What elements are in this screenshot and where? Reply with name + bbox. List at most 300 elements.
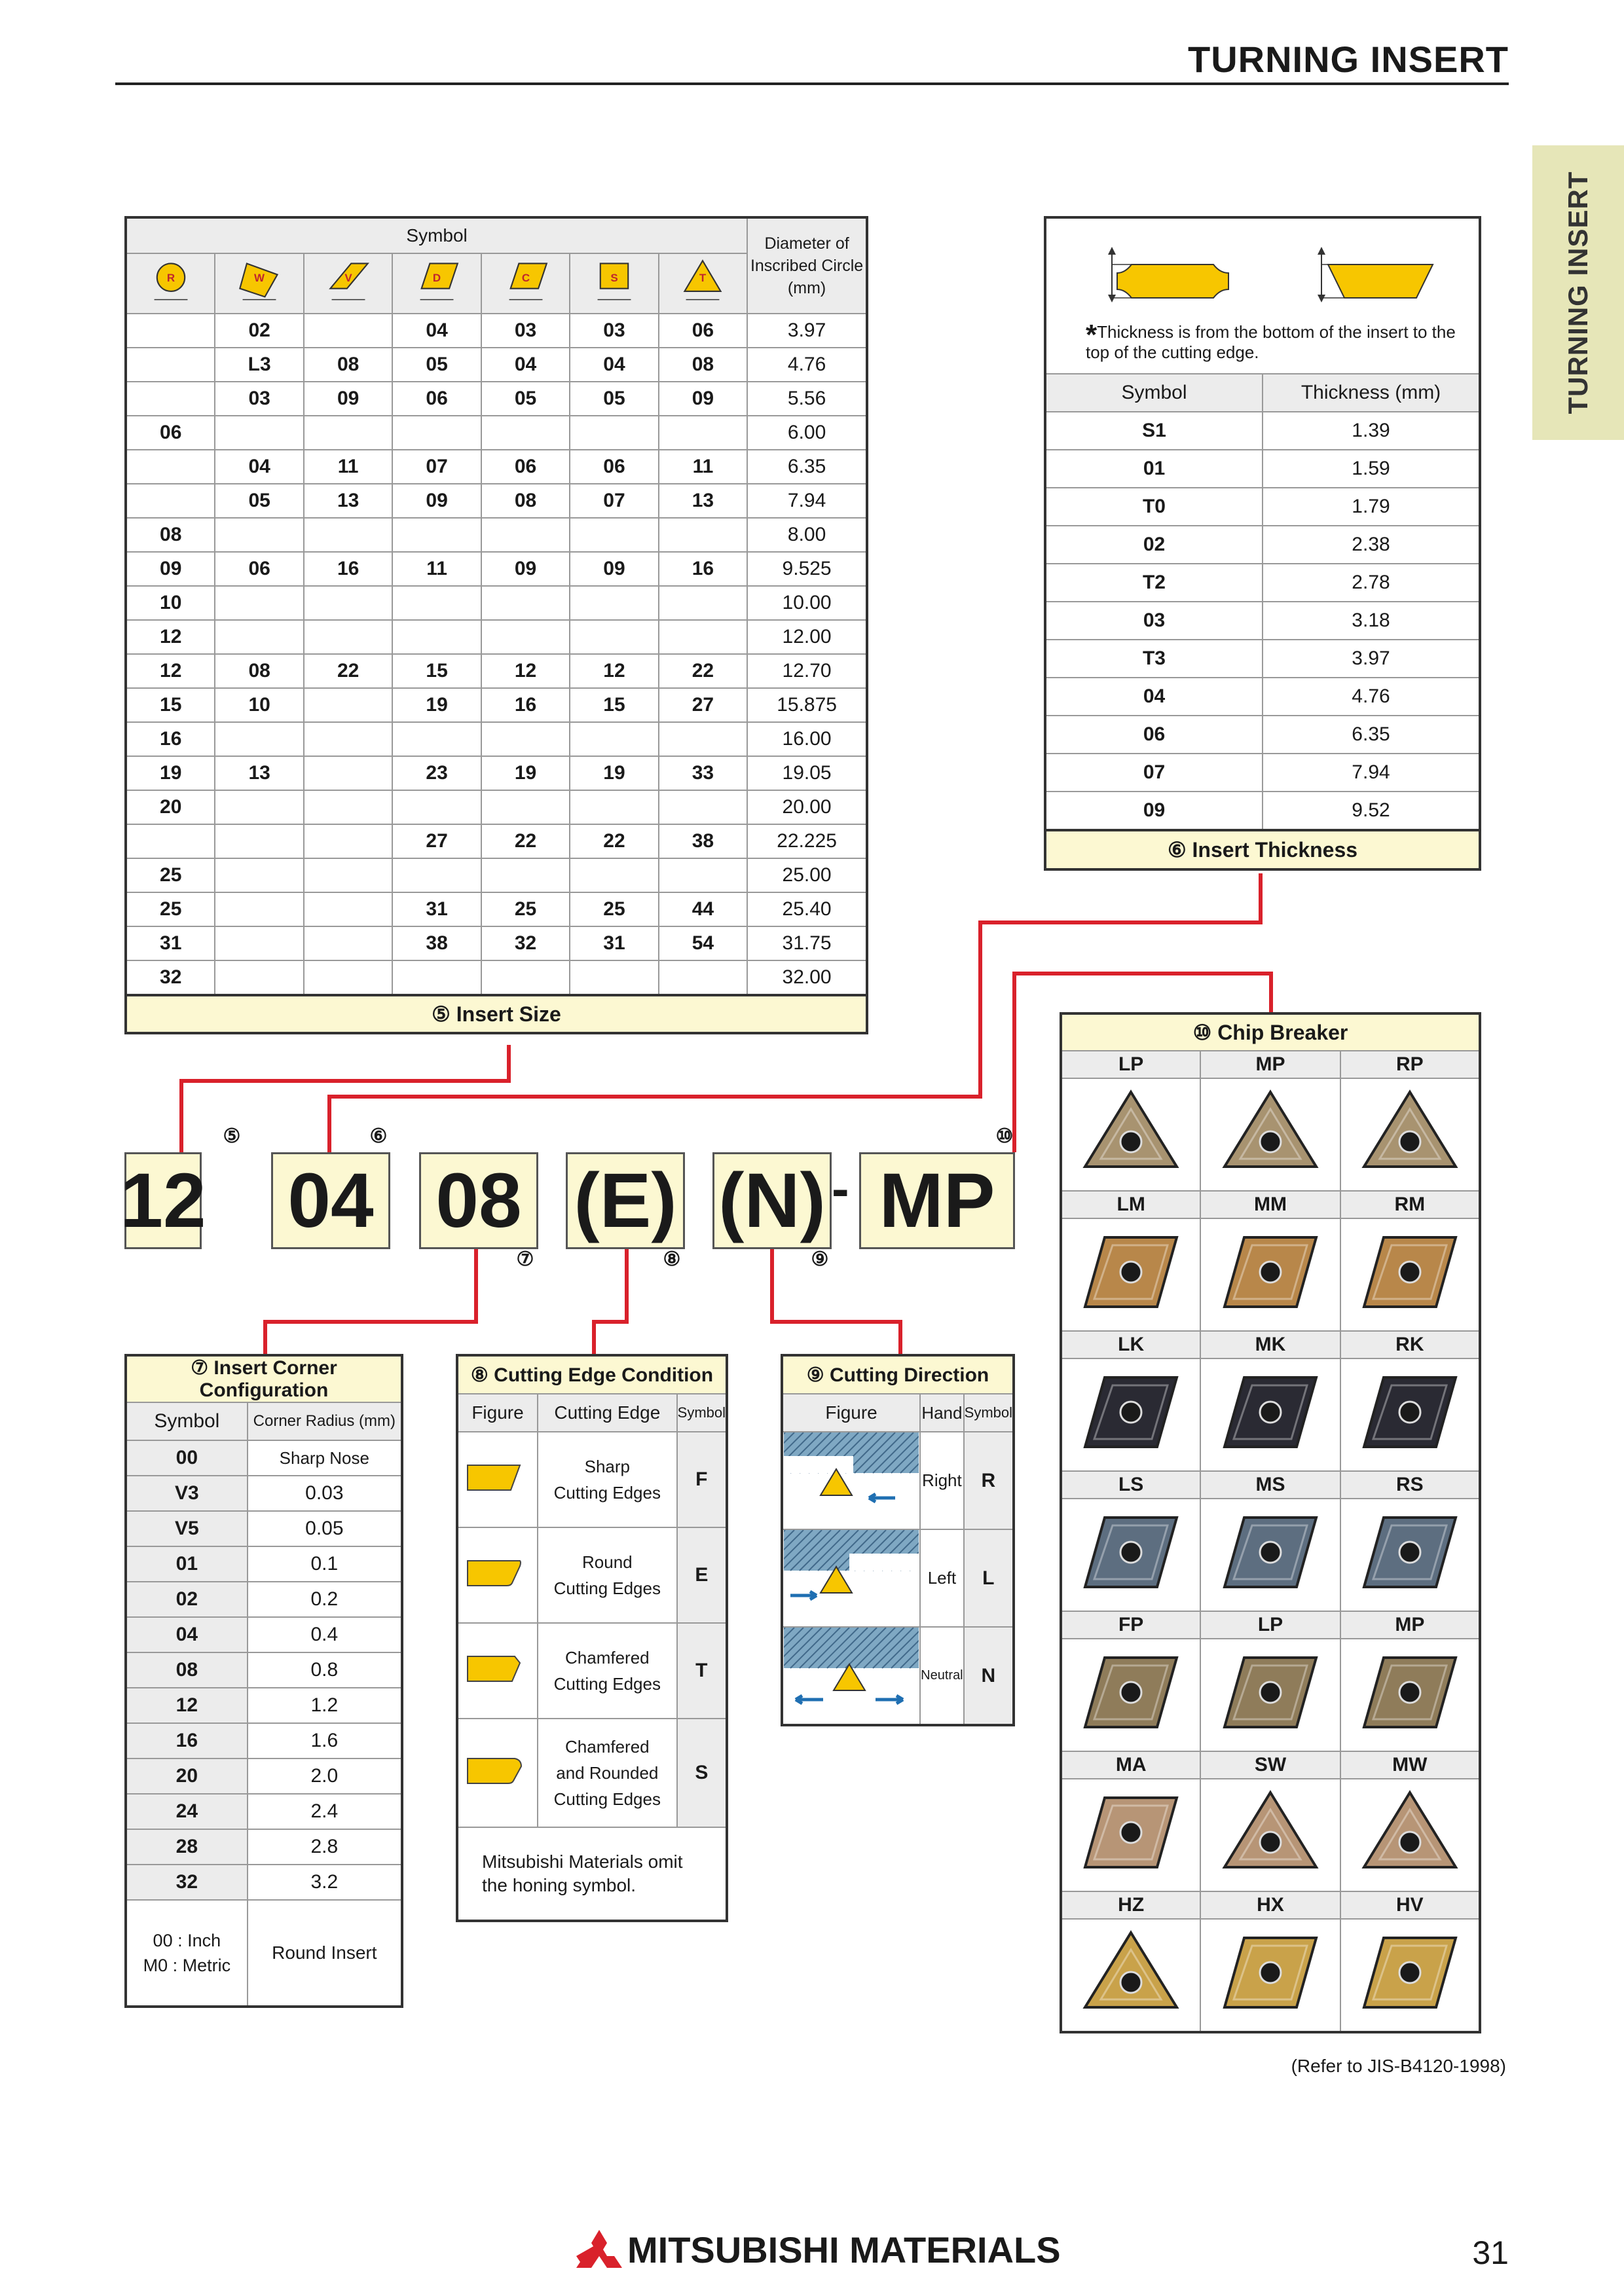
insert-photo-icon <box>1357 1783 1462 1882</box>
corner-col-radius: Corner Radius (mm) <box>248 1402 402 1440</box>
table-row <box>126 892 867 926</box>
edge-figure-cell <box>457 1719 538 1827</box>
connector <box>625 1247 629 1324</box>
size-code-cell: 32 <box>481 926 570 960</box>
size-code-cell: 09 <box>392 484 481 518</box>
table-row <box>1045 678 1480 716</box>
thickness-value: 4.76 <box>1263 678 1480 716</box>
table-row <box>457 1527 727 1623</box>
corner-radius: 2.8 <box>248 1829 402 1865</box>
size-code-cell <box>392 518 481 552</box>
connector <box>592 1320 629 1324</box>
corner-symbol: 12 <box>126 1688 248 1723</box>
direction-title: ⑨ Cutting Direction <box>782 1355 1014 1394</box>
connector <box>1259 873 1263 924</box>
connector <box>978 920 982 1099</box>
size-code-cell <box>304 824 392 858</box>
shape-w-icon <box>233 258 286 304</box>
table-row <box>126 1652 402 1688</box>
connector <box>263 1320 267 1354</box>
table-row <box>126 382 867 416</box>
diameter-cell: 4.76 <box>747 348 867 382</box>
chip-breaker-label: RK <box>1340 1331 1480 1358</box>
cutting-edge-table <box>456 1354 728 1922</box>
diameter-cell: 6.00 <box>747 416 867 450</box>
chip-breaker-image-cell <box>1061 1078 1200 1191</box>
chip-breaker-label: MK <box>1200 1331 1340 1358</box>
size-code-cell <box>570 620 658 654</box>
size-code-cell: 08 <box>481 484 570 518</box>
size-code-cell: 31 <box>126 926 215 960</box>
thickness-value: 1.79 <box>1263 488 1480 526</box>
size-code-cell <box>659 620 747 654</box>
table-row <box>126 858 867 892</box>
corner-symbol: 02 <box>126 1582 248 1617</box>
shape-c-icon <box>500 258 552 304</box>
table-row <box>457 1432 727 1527</box>
insert-photo-icon <box>1218 1363 1323 1461</box>
size-code-cell <box>304 756 392 790</box>
thickness-value: 2.38 <box>1263 526 1480 564</box>
diameter-cell: 31.75 <box>747 926 867 960</box>
thickness-diagram <box>1053 224 1472 322</box>
insert-photo-icon <box>1357 1363 1462 1461</box>
corner-symbol: 16 <box>126 1723 248 1758</box>
thickness-value: 9.52 <box>1263 792 1480 830</box>
size-code-cell <box>481 586 570 620</box>
size-code-cell: 33 <box>659 756 747 790</box>
size-code-cell <box>126 450 215 484</box>
size-code-cell <box>215 518 303 552</box>
size-code-cell: 05 <box>392 348 481 382</box>
table-row <box>782 1432 1014 1529</box>
insert-photo-icon <box>1218 1783 1323 1882</box>
chip-image-row <box>1061 1919 1480 2032</box>
size-code-cell: 06 <box>659 314 747 348</box>
size-code-cell: 09 <box>304 382 392 416</box>
chip-breaker-image-cell <box>1061 1639 1200 1751</box>
insert-photo-icon <box>1357 1083 1462 1181</box>
marker-7: ⑦ <box>516 1248 534 1270</box>
direction-hand: Left <box>920 1529 963 1627</box>
size-code-cell: 27 <box>659 688 747 722</box>
size-code-cell <box>304 688 392 722</box>
size-code-cell: 15 <box>392 654 481 688</box>
dir-col-hand: Hand <box>920 1394 963 1432</box>
size-code-cell <box>215 416 303 450</box>
size-code-cell: 13 <box>659 484 747 518</box>
size-code-cell: 31 <box>392 892 481 926</box>
chip-breaker-label: MW <box>1340 1751 1480 1779</box>
table-row <box>126 484 867 518</box>
size-code-cell: 16 <box>481 688 570 722</box>
size-code-cell <box>126 824 215 858</box>
table-row <box>1045 412 1480 450</box>
size-code-cell: 19 <box>126 756 215 790</box>
size-code-cell <box>481 518 570 552</box>
corner-radius: 0.2 <box>248 1582 402 1617</box>
thickness-value: 6.35 <box>1263 716 1480 754</box>
diameter-cell: 12.70 <box>747 654 867 688</box>
insert-photo-icon <box>1218 1503 1323 1601</box>
size-code-cell: 07 <box>570 484 658 518</box>
marker-8: ⑧ <box>663 1248 681 1270</box>
size-code-cell <box>392 722 481 756</box>
table-row <box>126 348 867 382</box>
table-row <box>126 1758 402 1794</box>
corner-radius: 0.1 <box>248 1546 402 1582</box>
chip-breaker-label: SW <box>1200 1751 1340 1779</box>
size-code-cell: 06 <box>481 450 570 484</box>
thickness-value: 3.97 <box>1263 640 1480 678</box>
cutting-direction-table <box>781 1354 1015 1726</box>
edge-description: Chamfered Cutting Edges <box>538 1623 677 1719</box>
table-row <box>457 1623 727 1719</box>
chip-breaker-label: RS <box>1340 1471 1480 1499</box>
direction-figure-cell <box>782 1529 920 1627</box>
direction-hand: Right <box>920 1432 963 1529</box>
diameter-cell: 3.97 <box>747 314 867 348</box>
table-row <box>1045 564 1480 602</box>
size-code-cell: 07 <box>392 450 481 484</box>
size-code-cell: 09 <box>570 552 658 586</box>
corner-symbol: 32 <box>126 1865 248 1900</box>
chip-breaker-image-cell <box>1061 1358 1200 1471</box>
cutting-edge-icon <box>465 1553 530 1594</box>
shape-letter: D <box>432 272 441 285</box>
table-row <box>126 416 867 450</box>
col-symbol: Symbol <box>1045 374 1263 412</box>
edge-description: Sharp Cutting Edges <box>538 1432 677 1527</box>
shape-s-cell <box>570 253 658 314</box>
thickness-symbol: 01 <box>1045 450 1263 488</box>
size-code-cell <box>392 586 481 620</box>
size-code-cell <box>392 620 481 654</box>
shape-letter: T <box>699 272 707 285</box>
page-title: TURNING INSERT <box>1188 39 1509 80</box>
size-code-cell: 38 <box>659 824 747 858</box>
corner-symbol: 28 <box>126 1829 248 1865</box>
table-row <box>126 1476 402 1511</box>
table-row <box>126 1582 402 1617</box>
side-tab[interactable] <box>1532 145 1624 440</box>
chip-breaker-image-cell <box>1200 1779 1340 1891</box>
corner-col-symbol: Symbol <box>126 1402 248 1440</box>
table-row <box>126 1794 402 1829</box>
table-row <box>126 620 867 654</box>
chip-breaker-image-cell <box>1200 1919 1340 2032</box>
corner-symbol: V3 <box>126 1476 248 1511</box>
diameter-cell: 15.875 <box>747 688 867 722</box>
thickness-symbol: S1 <box>1045 412 1263 450</box>
insert-thickness-footer: ⑥ Insert Thickness <box>1045 830 1480 869</box>
size-code-cell: 08 <box>304 348 392 382</box>
chip-title: ⑩ Chip Breaker <box>1061 1013 1480 1051</box>
size-code-cell <box>570 722 658 756</box>
table-row <box>126 1829 402 1865</box>
size-code-cell: 10 <box>215 688 303 722</box>
size-code-cell: 22 <box>304 654 392 688</box>
diameter-cell: 25.40 <box>747 892 867 926</box>
table-row <box>782 1529 1014 1627</box>
edge-note: Mitsubishi Materials omit the honing symbol. <box>457 1827 727 1921</box>
diameter-cell: 22.225 <box>747 824 867 858</box>
note-asterisk: * <box>1086 319 1098 351</box>
thickness-symbol: 03 <box>1045 602 1263 640</box>
size-code-cell: 11 <box>304 450 392 484</box>
shape-c-cell <box>481 253 570 314</box>
chip-breaker-label: RP <box>1340 1051 1480 1078</box>
edge-description: Round Cutting Edges <box>538 1527 677 1623</box>
size-code-cell: 19 <box>481 756 570 790</box>
edge-figure-cell <box>457 1527 538 1623</box>
size-code-cell: 19 <box>392 688 481 722</box>
chip-breaker-image-cell <box>1340 1218 1480 1331</box>
chip-label-row <box>1061 1471 1480 1499</box>
size-code-cell <box>215 892 303 926</box>
diameter-cell: 25.00 <box>747 858 867 892</box>
shape-r-cell <box>126 253 215 314</box>
table-row <box>126 450 867 484</box>
chip-breaker-image-cell <box>1200 1078 1340 1191</box>
brand-name: MITSUBISHI MATERIALS <box>627 2229 1061 2270</box>
direction-symbol: R <box>964 1432 1014 1529</box>
size-code-cell <box>215 722 303 756</box>
corner-symbol: 20 <box>126 1758 248 1794</box>
corner-radius: 1.6 <box>248 1723 402 1758</box>
side-tab-label: TURNING INSERT <box>1562 171 1593 414</box>
chip-breaker-label: HV <box>1340 1891 1480 1919</box>
size-code-cell <box>392 416 481 450</box>
diameter-cell: 19.05 <box>747 756 867 790</box>
table-row <box>126 1511 402 1546</box>
connector <box>592 1320 596 1354</box>
table-row <box>126 518 867 552</box>
size-code-cell: 25 <box>570 892 658 926</box>
chip-label-row <box>1061 1751 1480 1779</box>
connector <box>898 1320 902 1354</box>
size-code-cell <box>481 416 570 450</box>
size-code-cell <box>215 790 303 824</box>
shape-v-icon <box>322 258 375 304</box>
size-code-cell: 05 <box>481 382 570 416</box>
size-code-cell: 08 <box>126 518 215 552</box>
code-dash: - <box>832 1159 849 1218</box>
corner-radius: 0.03 <box>248 1476 402 1511</box>
diameter-cell: 6.35 <box>747 450 867 484</box>
chip-breaker-label: HX <box>1200 1891 1340 1919</box>
shape-s-icon <box>588 258 640 304</box>
table-row <box>126 1440 402 1476</box>
size-code-cell: 05 <box>570 382 658 416</box>
mitsubishi-logo-icon <box>576 2229 622 2269</box>
cutting-edge-icon <box>465 1751 530 1791</box>
edge-col-edge: Cutting Edge <box>538 1394 677 1432</box>
size-code-cell <box>570 416 658 450</box>
table-row <box>126 1865 402 1900</box>
thickness-symbol: 04 <box>1045 678 1263 716</box>
insert-photo-icon <box>1079 1363 1183 1461</box>
corner-radius: Sharp Nose <box>248 1440 402 1476</box>
chip-breaker-label: RM <box>1340 1191 1480 1218</box>
thickness-figure-cell <box>1045 217 1480 374</box>
corner-radius: 2.0 <box>248 1758 402 1794</box>
corner-radius: 0.4 <box>248 1617 402 1652</box>
thickness-symbol: T2 <box>1045 564 1263 602</box>
table-row <box>1045 602 1480 640</box>
thickness-symbol: 09 <box>1045 792 1263 830</box>
chip-breaker-image-cell <box>1061 1779 1200 1891</box>
chip-breaker-image-cell <box>1200 1499 1340 1611</box>
size-code-cell: 12 <box>570 654 658 688</box>
chip-label-row <box>1061 1051 1480 1078</box>
size-code-cell: 08 <box>215 654 303 688</box>
connector <box>978 920 1263 924</box>
size-code-cell: 13 <box>304 484 392 518</box>
diameter-cell: 20.00 <box>747 790 867 824</box>
chip-breaker-image-cell <box>1200 1639 1340 1751</box>
size-code-cell: 06 <box>392 382 481 416</box>
direction-figure-icon <box>784 1628 919 1719</box>
chip-breaker-label: LS <box>1061 1471 1200 1499</box>
insert-photo-icon <box>1218 1923 1323 2022</box>
size-code-cell: 19 <box>570 756 658 790</box>
size-code-cell: 54 <box>659 926 747 960</box>
size-code-cell: 06 <box>215 552 303 586</box>
chip-breaker-image-cell <box>1061 1499 1200 1611</box>
size-code-cell: 05 <box>215 484 303 518</box>
chip-breaker-image-cell <box>1340 1078 1480 1191</box>
chip-breaker-label: MA <box>1061 1751 1200 1779</box>
corner-radius: 1.2 <box>248 1688 402 1723</box>
size-code-cell: 06 <box>570 450 658 484</box>
symbol-header: Symbol <box>126 217 747 253</box>
corner-symbol: V5 <box>126 1511 248 1546</box>
size-code-cell: 16 <box>126 722 215 756</box>
chip-image-row <box>1061 1358 1480 1471</box>
connector <box>770 1320 902 1324</box>
size-code-cell: 25 <box>481 892 570 926</box>
size-code-cell: 15 <box>570 688 658 722</box>
edge-title: ⑧ Cutting Edge Condition <box>457 1355 727 1394</box>
size-code-cell <box>126 382 215 416</box>
code-thickness: 04 <box>271 1152 390 1249</box>
size-code-cell <box>481 960 570 995</box>
thickness-symbol: 07 <box>1045 754 1263 792</box>
chip-breaker-image-cell <box>1340 1919 1480 2032</box>
direction-figure-icon <box>784 1432 919 1524</box>
cutting-edge-icon <box>465 1649 530 1689</box>
chip-image-row <box>1061 1779 1480 1891</box>
code-insert-size: 12 <box>124 1152 202 1249</box>
table-row <box>1045 640 1480 678</box>
table-row <box>126 756 867 790</box>
marker-9: ⑨ <box>811 1248 829 1270</box>
size-code-cell: 06 <box>126 416 215 450</box>
shape-v-cell <box>304 253 392 314</box>
chip-image-row <box>1061 1218 1480 1331</box>
diameter-cell: 12.00 <box>747 620 867 654</box>
size-code-cell: 08 <box>659 348 747 382</box>
col-thickness: Thickness (mm) <box>1263 374 1480 412</box>
direction-figure-icon <box>784 1530 919 1622</box>
chip-label-row <box>1061 1891 1480 1919</box>
marker-10: ⑩ <box>995 1125 1014 1147</box>
table-row <box>1045 488 1480 526</box>
size-code-cell: 16 <box>659 552 747 586</box>
chip-image-row <box>1061 1499 1480 1611</box>
page-number: 31 <box>1472 2234 1509 2271</box>
reference-note: (Refer to JIS-B4120-1998) <box>1291 2056 1506 2076</box>
chip-breaker-label: FP <box>1061 1611 1200 1639</box>
size-code-cell: 03 <box>215 382 303 416</box>
size-code-cell <box>481 722 570 756</box>
connector <box>1269 972 1273 1012</box>
edge-figure-cell <box>457 1432 538 1527</box>
size-code-cell: 22 <box>481 824 570 858</box>
table-row <box>126 688 867 722</box>
insert-photo-icon <box>1218 1083 1323 1181</box>
size-code-cell <box>481 790 570 824</box>
table-row <box>1045 526 1480 564</box>
size-code-cell <box>659 722 747 756</box>
size-code-cell: 04 <box>392 314 481 348</box>
shape-d-cell <box>392 253 481 314</box>
direction-figure-cell <box>782 1627 920 1725</box>
thickness-symbol: T3 <box>1045 640 1263 678</box>
size-code-cell <box>304 586 392 620</box>
size-code-cell: 03 <box>481 314 570 348</box>
size-code-cell <box>570 858 658 892</box>
size-code-cell <box>392 790 481 824</box>
diameter-cell: 8.00 <box>747 518 867 552</box>
direction-hand: Neutral <box>920 1627 963 1725</box>
size-code-cell <box>215 960 303 995</box>
size-code-cell: 13 <box>215 756 303 790</box>
code-edge: (E) <box>566 1152 685 1249</box>
size-code-cell <box>126 484 215 518</box>
header-rule <box>115 82 1509 85</box>
insert-photo-icon <box>1079 1643 1183 1741</box>
corner-symbol: 01 <box>126 1546 248 1582</box>
dir-col-symbol: Symbol <box>964 1394 1014 1432</box>
size-code-cell <box>659 960 747 995</box>
size-code-cell: 12 <box>481 654 570 688</box>
size-code-cell <box>570 586 658 620</box>
size-code-cell <box>215 586 303 620</box>
chip-label-row <box>1061 1611 1480 1639</box>
connector <box>179 1079 183 1152</box>
chip-breaker-label: LM <box>1061 1191 1200 1218</box>
direction-figure-cell <box>782 1432 920 1529</box>
chip-breaker-label: MP <box>1200 1051 1340 1078</box>
diameter-cell: 10.00 <box>747 586 867 620</box>
size-code-cell <box>304 722 392 756</box>
edge-col-figure: Figure <box>457 1394 538 1432</box>
size-code-cell <box>659 790 747 824</box>
shape-letter: S <box>610 272 618 285</box>
corner-symbol: 08 <box>126 1652 248 1688</box>
size-code-cell <box>304 926 392 960</box>
thickness-value: 3.18 <box>1263 602 1480 640</box>
edge-description: Chamfered and Rounded Cutting Edges <box>538 1719 677 1827</box>
size-code-cell: 23 <box>392 756 481 790</box>
table-row <box>126 1688 402 1723</box>
chip-breaker-label: MP <box>1340 1611 1480 1639</box>
size-code-cell: 15 <box>126 688 215 722</box>
chip-image-row <box>1061 1078 1480 1191</box>
corner-radius: 0.8 <box>248 1652 402 1688</box>
